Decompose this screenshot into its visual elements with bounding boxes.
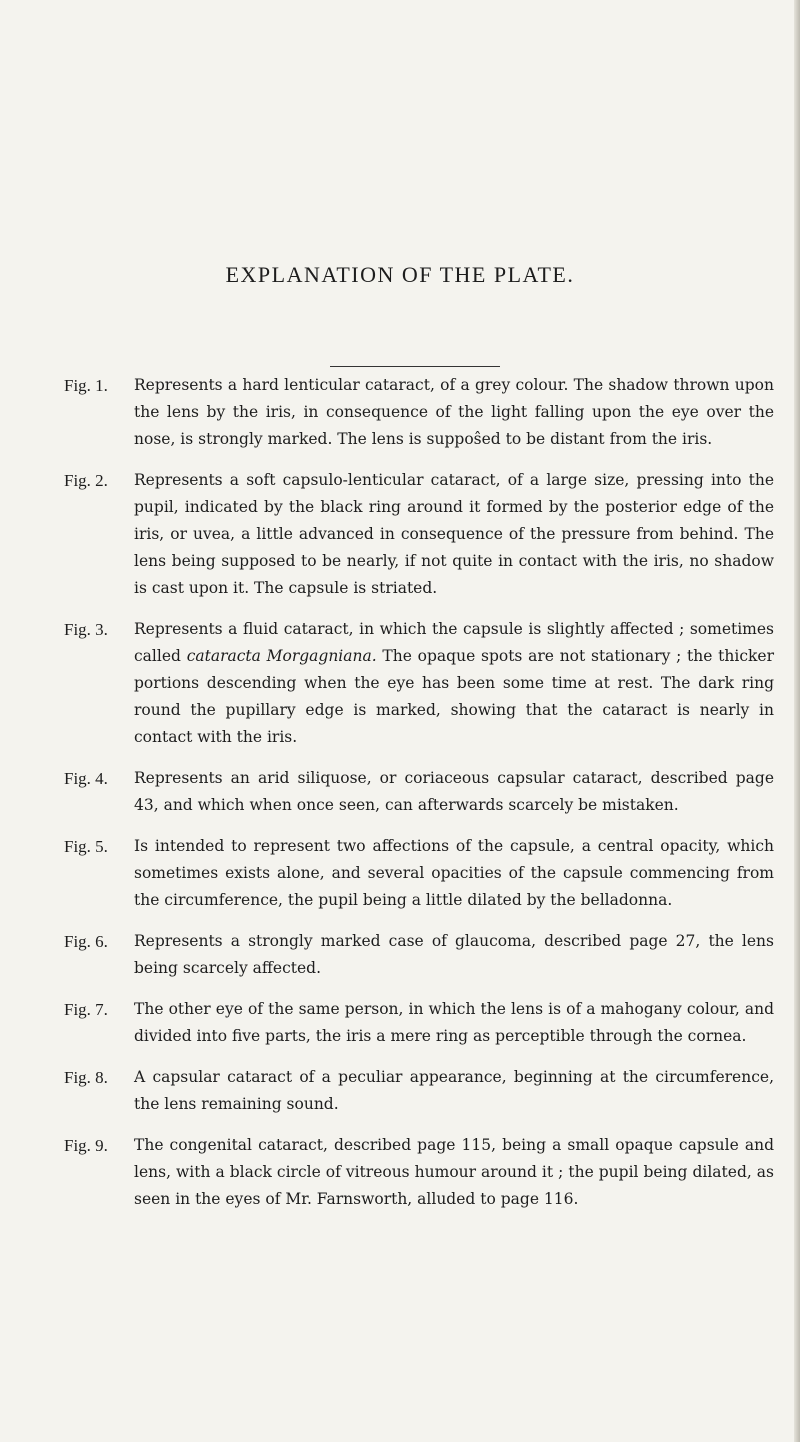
figure-label: Fig. 2. xyxy=(64,471,108,490)
figure-entry-1 xyxy=(64,372,774,453)
figure-label: Fig. 6. xyxy=(64,932,108,951)
figure-description: Represents an arid siliquose, or coriaceous capsular cataract, described page 43, and which when once seen, can afterwards scarcely be mistaken. xyxy=(134,769,774,814)
figure-entry-3 xyxy=(64,616,774,751)
figure-description: Represents a hard lenticular cataract, of a grey colour. The shadow thrown upon the lens by the iris, in consequence of the light falling upon the eye over the nose, is strongly marked. The lens is suppoŝed to be distant from the iris. xyxy=(134,376,774,448)
latin-term: cataracta Morgagniana. xyxy=(186,647,377,665)
figure-explanations xyxy=(64,372,774,1227)
figure-description: A capsular cataract of a peculiar appearance, beginning at the circumference, the lens remaining sound. xyxy=(134,1068,774,1113)
title-divider xyxy=(330,366,500,367)
figure-entry-5 xyxy=(64,833,774,914)
figure-description: The other eye of the same person, in which the lens is of a mahogany colour, and divided into five parts, the iris a mere ring as perceptible through the cornea. xyxy=(134,1000,774,1045)
figure-entry-4 xyxy=(64,765,774,819)
figure-description: Is intended to represent two affections of the capsule, a central opacity, which sometimes exists alone, and several opacities of the capsule commencing from the circumference, the pupil being a little dilated by the belladonna. xyxy=(134,837,774,909)
figure-description: The congenital cataract, described page 115, being a small opaque capsule and lens, with a black circle of vitreous humour around it ; the pupil being dilated, as seen in the eyes of Mr. Farnsworth, alluded to page 116. xyxy=(134,1136,774,1208)
figure-label: Fig. 7. xyxy=(64,1000,108,1019)
figure-label: Fig. 5. xyxy=(64,837,108,856)
figure-description-part: The opaque spots are not stationary ; the thicker portions descending when the eye has been some time at rest. The dark ring round the pupillary edge is marked, showing that the cataract is nearly in contact with the iris. xyxy=(134,647,775,746)
figure-label: Fig. 4. xyxy=(64,769,108,788)
figure-entry-8 xyxy=(64,1064,774,1118)
figure-label: Fig. 8. xyxy=(64,1068,108,1087)
figure-description: Represents a soft capsulo-lenticular cataract, of a large size, pressing into the pupil, indicated by the black ring around it formed by the posterior edge of the iris, or uvea, a little advanced in consequence of the pressure from behind. The lens being supposed to be nearly, if not quite in contact with the iris, no shadow is cast upon it. The capsule is striated. xyxy=(134,471,774,597)
figure-label: Fig. 3. xyxy=(64,620,108,639)
page-title: EXPLANATION OF THE PLATE. xyxy=(225,262,575,287)
figure-entry-6 xyxy=(64,928,774,982)
figure-label: Fig. 9. xyxy=(64,1136,108,1155)
figure-entry-2 xyxy=(64,467,774,602)
page-edge-shadow xyxy=(794,0,800,1442)
figure-description-part: Represents a fluid cataract, in which the capsule is slightly affected ; sometimes called xyxy=(134,620,774,665)
figure-description xyxy=(134,616,774,751)
figure-description: Represents a strongly marked case of glaucoma, described page 27, the lens being scarcely affected. xyxy=(134,932,774,977)
figure-entry-7 xyxy=(64,996,774,1050)
figure-label: Fig. 1. xyxy=(64,376,108,395)
figure-entry-9 xyxy=(64,1132,774,1213)
